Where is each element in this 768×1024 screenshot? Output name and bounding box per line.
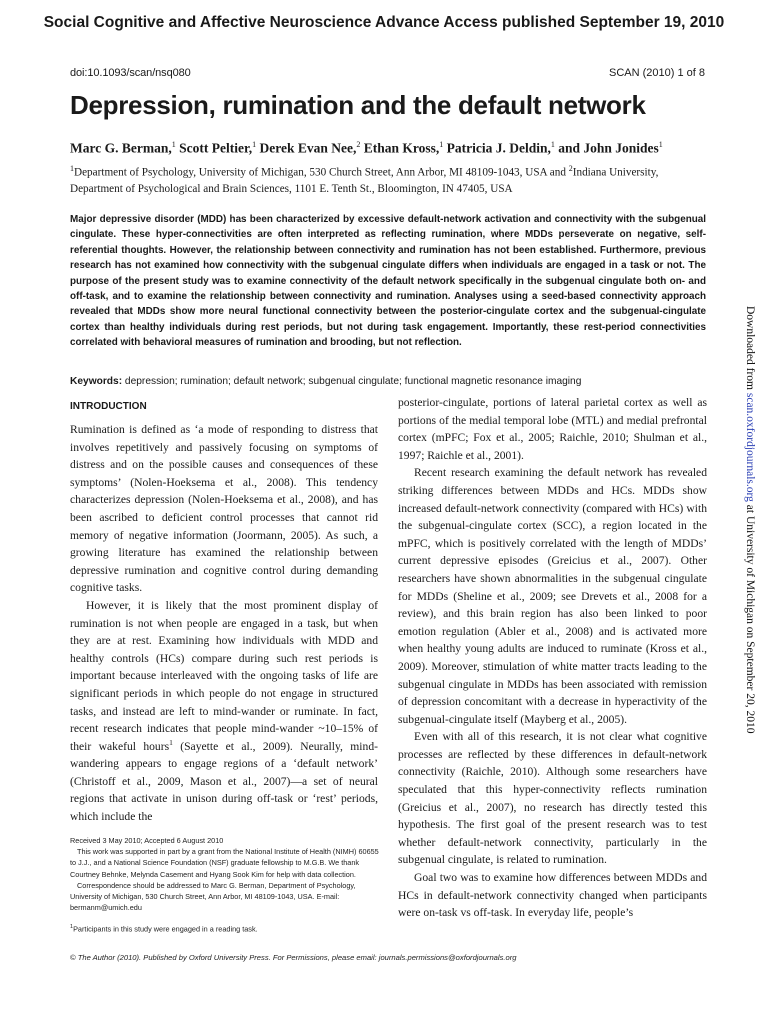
- affiliation-marker: 1: [70, 164, 74, 173]
- affiliation-text: Department of Psychology, University of Michigan, 530 Church Street, Ann Arbor, MI 48109-1043, USA and: [74, 166, 569, 179]
- affiliation-marker: 1: [439, 140, 444, 149]
- affiliation-text: Department of Psychological and Brain Sciences, 1101 E. Tenth St., Bloomington, IN 47405, USA: [70, 182, 513, 195]
- keywords: [70, 376, 706, 387]
- affiliation-marker: 1: [252, 140, 257, 149]
- paragraph: Goal two was to examine how differences between MDDs and HCs in default-network connectivity changed when participants were on-task vs off-task. In everyday life, people’s: [398, 871, 707, 920]
- paragraph: Recent research examining the default network has revealed striking differences between MDDs and HCs. MDDs show increased default-network connectivity (compared with HCs) with the subgenual-cingulate cortex (SCC), a region located in the mPFC, which is positively correlated with the length of MDDs’ current depressive episodes (Greicius et al., 2007). Other researchers have shown abnormalities in the subgenual cingulate for MDDs (Sheline et al., 2009; see Drevets et al., 2008 for a review), and this brain region has also been linked to poor emotion regulation (Abler et al., 2008) and is activated more when healthy young adults are induced to ruminate (Kross et al., 2009). Moreover, stimulation of white matter tracts leading to the subgenual cingulate in MDDs has been associated with remission of depression concomitant with a decrease in hyperactivity of the subgenual-cingulate itself (Mayberg et al., 2005).: [398, 466, 707, 726]
- affiliation-marker: 1: [658, 140, 663, 149]
- copyright-notice: © The Author (2010). Published by Oxford University Press. For Permissions, please email: journals.permissions@oxfordjournals.org: [70, 953, 517, 962]
- download-watermark: [740, 306, 760, 734]
- watermark-prefix: Downloaded from: [744, 306, 756, 393]
- right-column: [398, 394, 707, 922]
- affiliation-marker: 2: [568, 164, 573, 173]
- left-column: [70, 401, 378, 826]
- paragraph-text: However, it is likely that the most prominent display of rumination is not when people are engaged in a task, but when they are at rest. Examining how individuals with MDD and healthy controls (HCs) compare during such rest periods is important because interleaved with the ongoing tasks of life are significant periods in which people do not engage in structured tasks, and instead are left to mind-wander or ruminate. In fact, recent research indicates that people mind-wander ~10–15% of their wakeful hours: [70, 598, 378, 753]
- affiliation-marker: 1: [171, 140, 176, 149]
- author-name: Marc G. Berman,: [70, 140, 172, 156]
- article-notes: [70, 835, 380, 913]
- download-watermark-text: [744, 306, 756, 733]
- author-list: [70, 140, 710, 157]
- author-name: Ethan Kross,: [360, 140, 440, 156]
- author-name: and John Jonides: [554, 140, 659, 156]
- article-title: Depression, rumination and the default network: [70, 90, 646, 120]
- affiliation-marker: 1: [550, 140, 555, 149]
- paragraph: Rumination is defined as ‘a mode of responding to distress that involves repetitively and passively focusing on symptoms of distress and on the possible causes and consequences of these symptoms’ (Nolen-Hoeksema et al., 2008). This tendency characterizes depression (Nolen-Hoeksema et al., 2008), and has been ascribed to deficient control processes that cannot rid memory of negative information (Joormann, 2005). As such, a growing literature has examined the relationship between depressive rumination and cognitive control during demanding cognitive tasks.: [70, 423, 378, 595]
- footnote-marker: 1: [70, 924, 74, 930]
- affiliation-marker: 2: [356, 140, 361, 149]
- footnote-1: [70, 924, 380, 933]
- paragraph-text: (Sayette et al., 2009). Neurally, mind-wandering appears to engage regions of a ‘default network’ (Christoff et al., 2009, Mason et al., 2007)—a set of neural regions that activate in unison during off-task or ‘rest’ periods, which include the: [70, 739, 378, 824]
- affiliations: [70, 161, 710, 197]
- affiliation-text: Indiana University,: [572, 166, 659, 179]
- paragraph: Even with all of this research, it is not clear what cognitive processes are reflected by these differences in default-network connectivity (Raichle, 2010). Although some researchers have speculated that this hyper-connectivity reflects rumination (Greicius et al., 2007), no research has directly tested this hypothesis. The first goal of the present research was to test whether default-network connectivity, particularly in the subgenual cingulate, is related to rumination.: [398, 730, 707, 867]
- footnote-text: Participants in this study were engaged in a reading task.: [73, 924, 258, 934]
- author-name: Scott Peltier,: [175, 140, 253, 156]
- correspondence-note: Correspondence should be addressed to Marc G. Berman, Department of Psychology, University of Michigan, 530 Church Street, Ann Arbor, MI 48109-1043, USA. E-mail: bermanm@umich.edu: [70, 880, 356, 913]
- author-name: Patricia J. Deldin,: [443, 140, 551, 156]
- abstract: Major depressive disorder (MDD) has been characterized by excessive default-network activation and connectivity with the subgenual cingulate. These hyper-connectivities are often interpreted as reflecting rumination, where MDDs perseverate on negative, self-referential thoughts. However, the relationship between connectivity and rumination has not been established. Furthermore, previous research has not examined how connectivity with the subgenual cingulate differs when individuals are engaged in a task or not. The purpose of the present study was to examine connectivity of the default network specifically in the subgenual cingulate both on- and off-task, and to examine the relationship between connectivity and rumination. Analyses using a seed-based connectivity approach revealed that MDDs show more neural functional connectivity between the posterior-cingulate cortex and the subgenual-cingulate cortex than healthy individuals during rest periods, but not during task engagement. Importantly, these rest-period connectivities correlated with behavioral measures of rumination and brooding, but not reflection.: [70, 214, 706, 349]
- keywords-label: Keywords:: [70, 376, 123, 387]
- journal-banner: Social Cognitive and Affective Neuroscience Advance Access published September 19, 2010: [43, 14, 725, 31]
- page-reference: SCAN (2010) 1 of 8: [609, 67, 705, 79]
- paragraph: posterior-cingulate, portions of lateral parietal cortex as well as portions of the medial temporal lobe (MTL) and medial prefrontal cortex (mPFC; Fox et al., 2005; Raichle, 2010; Shulman et al., 1997; Raichle et al., 2001).: [398, 396, 707, 462]
- journal-site-link[interactable]: scan.oxfordjournals.org: [744, 392, 756, 502]
- paragraph: [70, 597, 378, 826]
- keywords-list: depression; rumination; default network; subgenual cingulate; functional magnetic resonance imaging: [122, 376, 582, 387]
- funding-note: This work was supported in part by a grant from the National Institute of Health (NIMH) 60655 to J.J., and a National Science Foundation (NSF) graduate fellowship to M.G.B. We thank Courtney Behnke, Melynda Casement and Hyang Sook Kim for help with data collection.: [70, 847, 379, 879]
- footnote-marker[interactable]: 1: [169, 737, 173, 747]
- watermark-suffix: at University of Michigan on September 20, 2010: [744, 501, 756, 734]
- section-heading-introduction: INTRODUCTION: [70, 401, 147, 412]
- received-dates: Received 3 May 2010; Accepted 6 August 2010: [70, 836, 224, 845]
- author-name: Derek Evan Nee,: [256, 140, 357, 156]
- doi-label: doi:10.1093/scan/nsq080: [70, 67, 191, 79]
